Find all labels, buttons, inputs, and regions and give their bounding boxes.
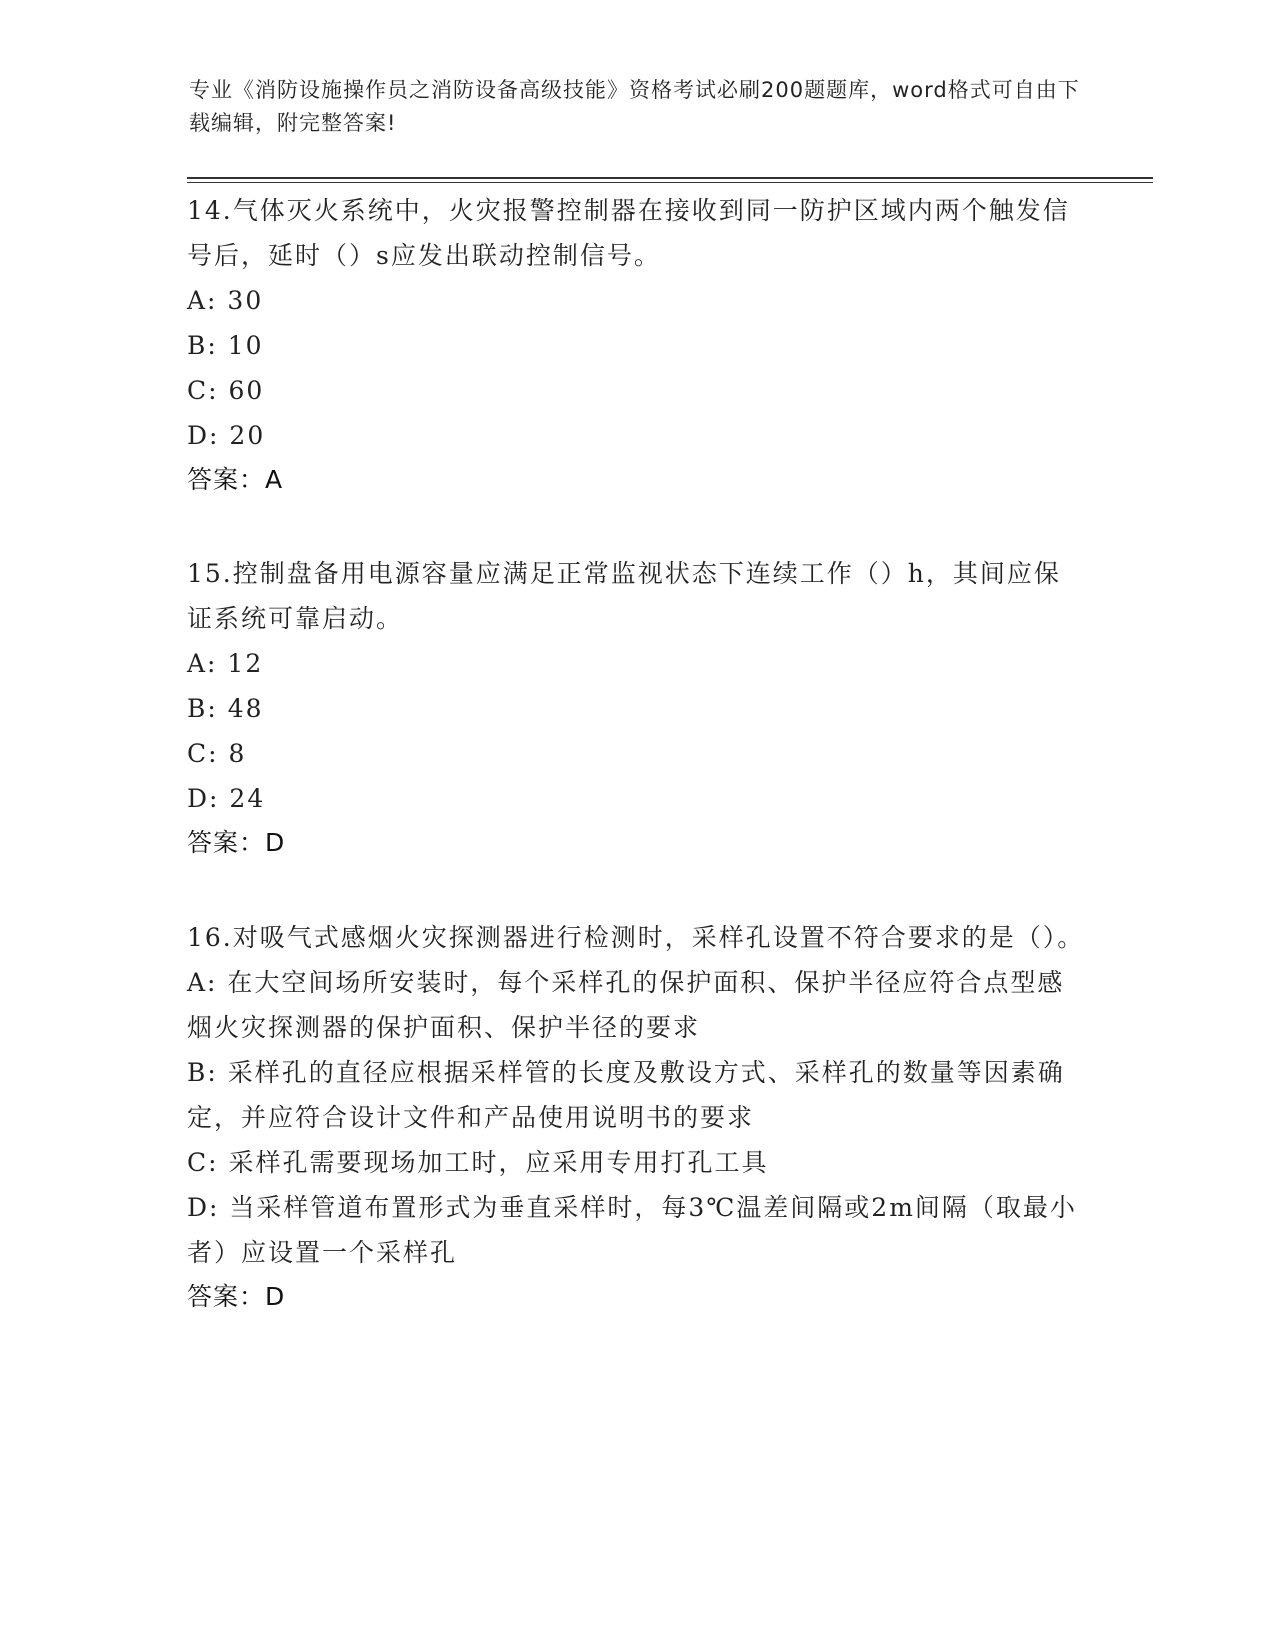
option-d: D: 当采样管道布置形式为垂直采样时，每3℃温差间隔或2m间隔（取最小者）应设置一个采样孔 bbox=[187, 1193, 1077, 1267]
option-b: B: 48 bbox=[187, 694, 264, 723]
header-divider-thick bbox=[187, 177, 1153, 179]
header-divider-thin bbox=[187, 182, 1153, 183]
option-a: A: 12 bbox=[187, 649, 264, 678]
option-c: C: 8 bbox=[187, 739, 247, 768]
option-b: B: 采样孔的直径应根据采样管的长度及敷设方式、采样孔的数量等因素确定，并应符合设计文件和产品使用说明书的要求 bbox=[187, 1058, 1065, 1132]
option-d: D: 20 bbox=[187, 421, 266, 450]
option-d: D: 24 bbox=[187, 784, 266, 813]
option-a: A: 在大空间场所安装时，每个采样孔的保护面积、保护半径应符合点型感烟火灾探测器的保护面积、保护半径的要求 bbox=[187, 968, 1065, 1042]
question-14 bbox=[187, 188, 1087, 502]
question-16 bbox=[187, 915, 1087, 1319]
answer-line: 答案：D bbox=[187, 828, 286, 857]
option-b: B: 10 bbox=[187, 331, 264, 360]
question-stem: 16.对吸气式感烟火灾探测器进行检测时，采样孔设置不符合要求的是（）。 bbox=[187, 923, 1085, 952]
document-header: 专业《消防设施操作员之消防设备高级技能》资格考试必刷200题题库，word格式可自由下载编辑，附完整答案! bbox=[189, 78, 1080, 135]
question-15 bbox=[187, 551, 1087, 865]
answer-line: 答案：A bbox=[187, 465, 284, 494]
option-c: C: 采样孔需要现场加工时，应采用专用打孔工具 bbox=[187, 1148, 769, 1177]
question-stem: 14.气体灭火系统中，火灾报警控制器在接收到同一防护区域内两个触发信号后，延时（）s应发出联动控制信号。 bbox=[187, 196, 1070, 270]
option-c: C: 60 bbox=[187, 376, 265, 405]
answer-line: 答案：D bbox=[187, 1282, 286, 1311]
option-a: A: 30 bbox=[187, 286, 264, 315]
question-stem: 15.控制盘备用电源容量应满足正常监视状态下连续工作（）h，其间应保证系统可靠启动。 bbox=[187, 559, 1061, 633]
